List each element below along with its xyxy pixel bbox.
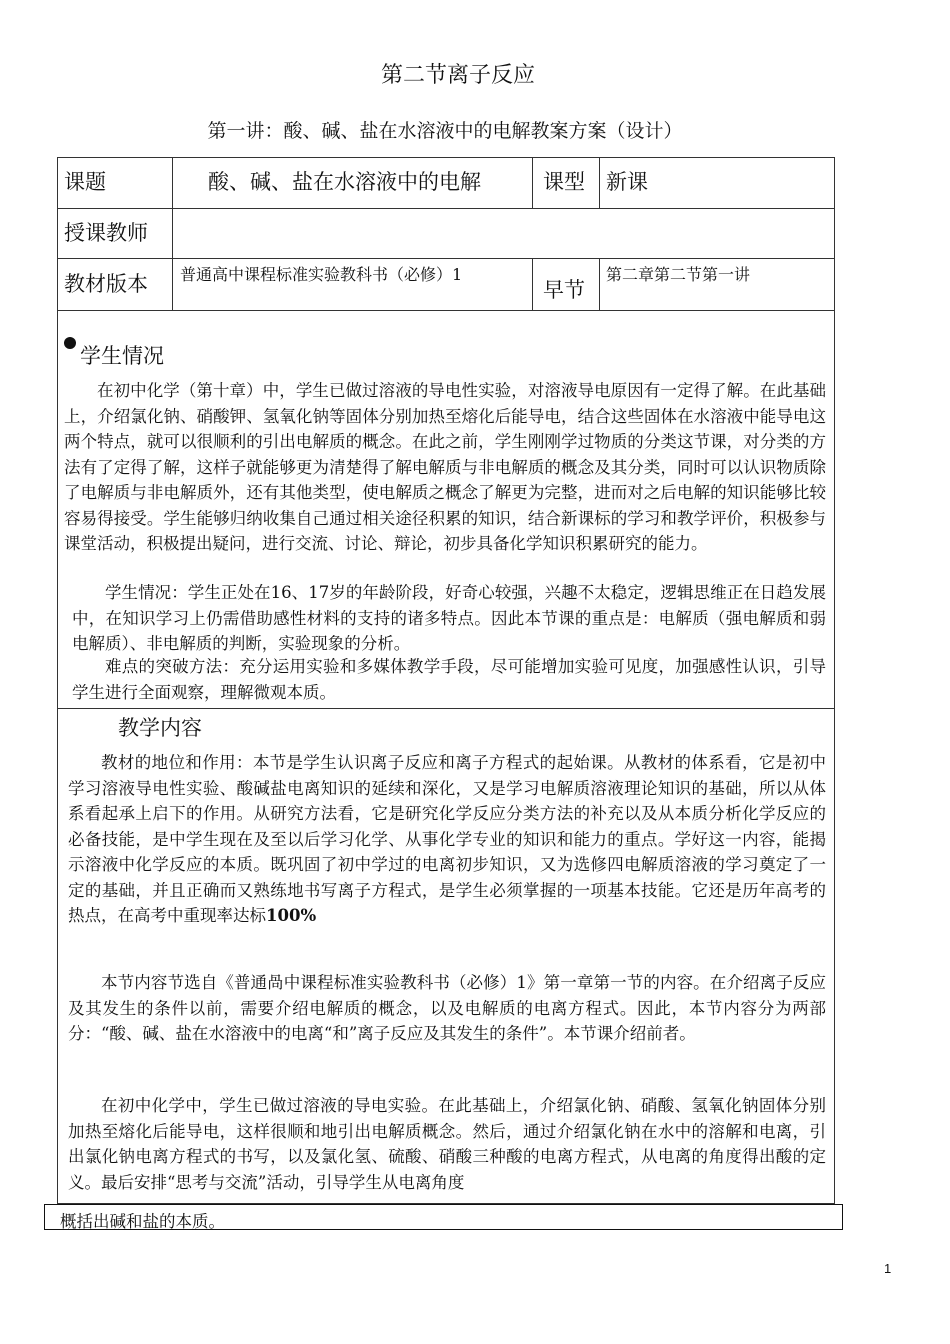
recurrence-rate: 100% <box>266 906 317 925</box>
chapter-label: 早节 <box>543 278 585 302</box>
topic-value: 酸、碱、盐在水溶液中的电解 <box>208 170 481 194</box>
topic-label: 课题 <box>64 170 106 194</box>
col-divider <box>599 157 600 208</box>
student-paragraph-1: 在初中化学（第十章）中，学生已做过溶液的导电性实验，对溶液导电原因有一定得了解。在此基础上，介绍氯化钠、硝酸钾、氢氧化钠等固体分别加热至熔化后能导电，结合这些固体在水溶液中能导电这两个特点，就可以很顺利的引出电解质的概念。在此之前，学生刚刚学过物质的分类这节课，对分类的方法有了定得了解，这样子就能够更为清楚得了解电解质与非电解质的概念及其分类，同时可以认识物质除了电解质与非电解质外，还有其他类型，使电解质之概念了解更为完整，进而对之后电解的知识能够比较容易得接受。学生能够归纳收集自己通过相关途径积累的知识，结合新课标的学习和教学评价，积极参与课堂活动，积极提出疑问，进行交流、讨论、辩论，初步具备化学知识积累研究的能力。 <box>64 381 826 553</box>
col-divider <box>172 157 173 310</box>
lesson-type-label: 课型 <box>543 170 585 194</box>
student-paragraph-3: 难点的突破方法：充分运用实验和多媒体教学手段，尽可能增加实验可见度，加强感性认识，引导学生进行全面观察，理解微观本质。 <box>72 657 826 702</box>
row-divider <box>57 708 835 709</box>
chapter-value: 第二章第二节第一讲 <box>606 265 751 284</box>
student-section-heading: 学生情况 <box>80 344 164 368</box>
student-paragraph-2: 学生情况：学生正处在16、17岁的年龄阶段，好奇心较强，兴趣不太稳定，逻辑思维正在日趋发展中，在知识学习上仍需借助感性材料的支持的诸多特点。因此本节课的重点是：电解质（强电解质和弱电解质）、非电解质的判断，实验现象的分析。 <box>72 583 826 653</box>
content-paragraph-1 <box>68 750 826 929</box>
row-divider <box>57 208 835 209</box>
bullet-icon <box>64 337 76 349</box>
row-divider <box>57 258 835 259</box>
col-divider <box>599 258 600 310</box>
col-divider <box>532 157 533 208</box>
content-paragraph-2: 本节内容节选自《普通咼中课程标准实验教科书（必修）1》第一章第一节的内容。在介绍离子反应及其发生的条件以前，需要介绍电解质的概念，以及电解质的电离方程式。因此，本节内容分为两部分：“酸、碱、盐在水溶液中的电离“和”离子反应及其发生的条件”。本节课介绍前者。 <box>68 973 826 1043</box>
content-paragraph-1-text: 教材的地位和作用：本节是学生认识离子反应和离子方程式的起始课。从教材的体系看，它是初中学习溶液导电性实验、酸碱盐电离知识的延续和深化，又是学习电解质溶液理论知识的基础，所以从体系看起承上启下的作用。从研究方法看，它是研究化学反应分类方法的补充以及从本质分析化学反应的必备技能，是中学生现在及至以后学习化学、从事化学专业的知识和能力的重点。学好这一内容，能揭示溶液中化学反应的本质。既巩固了初中学过的电离初步知识，又为选修四电解质溶液的学习奠定了一定的基础，并且正确而又熟练地书写离子方程式，是学生必须掌握的一项基本技能。它还是历年高考的热点，在高考中重现率达标 <box>68 753 826 925</box>
textbook-label: 教材版本 <box>64 272 148 296</box>
page-number: 1 <box>884 1261 892 1276</box>
document-subtitle: 第一讲：酸、碱、盐在水溶液中的电解教案方案（设计） <box>207 120 683 142</box>
lesson-type-value: 新课 <box>606 170 648 194</box>
continuation-line: 概括出碱和盐的本质。 <box>60 1212 225 1231</box>
row-divider <box>57 310 835 311</box>
content-paragraph-3: 在初中化学中，学生已做过溶液的导电实验。在此基础上，介绍氯化钠、硝酸、氢氧化钠固体分别加热至熔化后能导电，这样很顺和地引出电解质概念。然后，通过介绍氯化钠在水中的溶解和电离，引出氯化钠电离方程式的书写，以及氯化氢、硫酸、硝酸三种酸的电离方程式，从电离的角度得出酸的定义。最后安排“思考与交流”活动，引导学生从电离角度 <box>68 1096 826 1192</box>
col-divider <box>532 258 533 310</box>
document-title: 第二节离子反应 <box>380 63 535 88</box>
content-section-heading: 教学内容 <box>118 716 202 740</box>
textbook-value: 普通高中课程标准实验教科书（必修）1 <box>180 265 463 284</box>
teacher-label: 授课教师 <box>64 221 148 245</box>
